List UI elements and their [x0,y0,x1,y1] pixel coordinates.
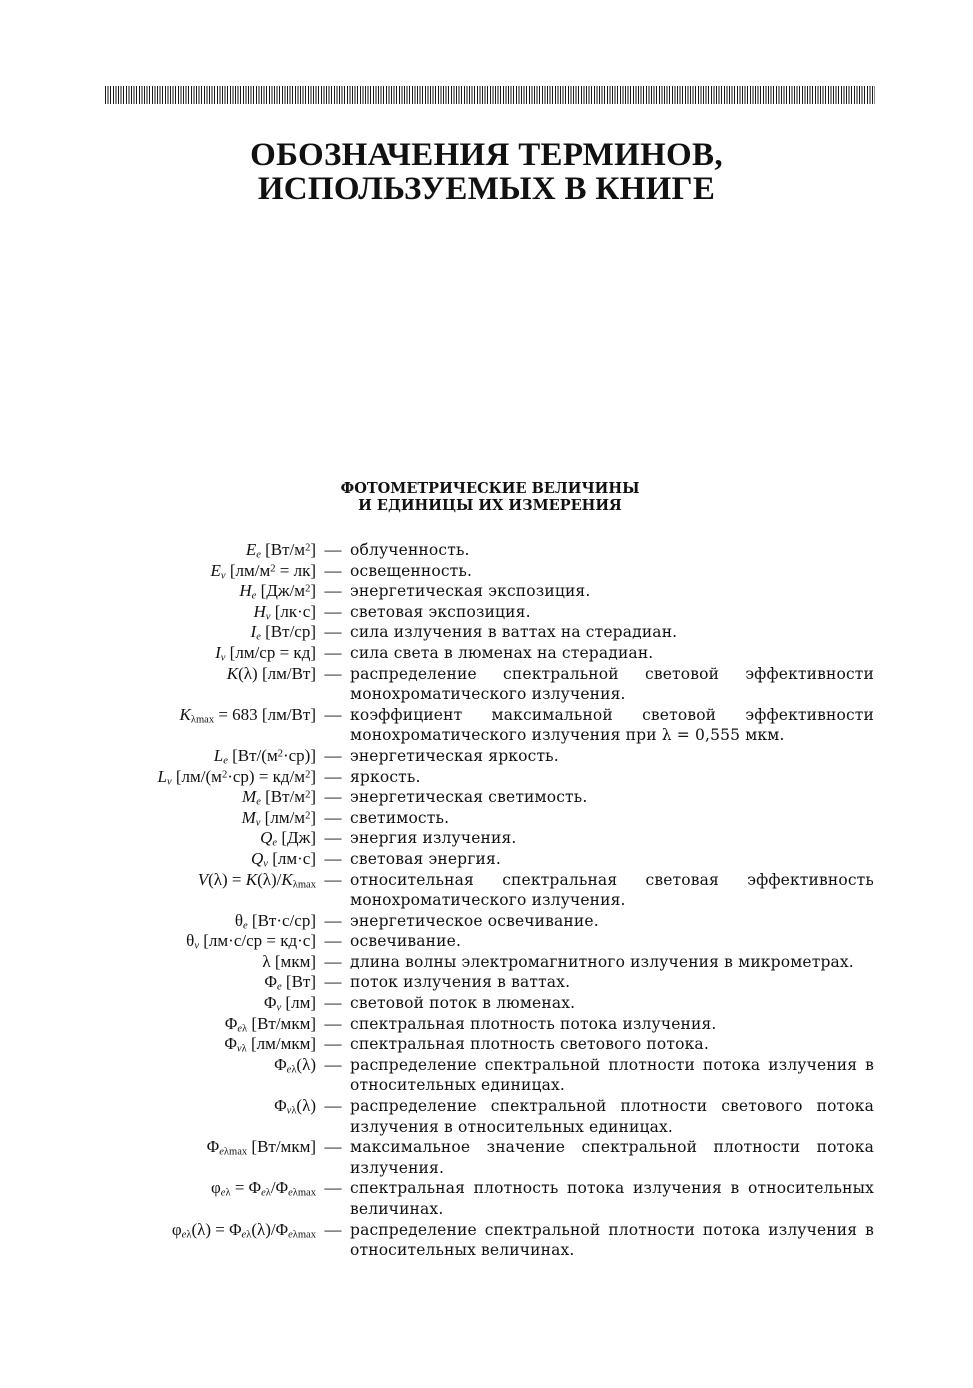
term-symbol: $\Phi_{v\lambda}$ [лм/мкм] [224,1034,316,1055]
term-symbol: $\Phi_{v\lambda}(\lambda)$ [274,1096,316,1117]
glossary-entry [100,808,880,829]
term-symbol: $\Phi_e$ [Вт] [264,972,316,994]
term-symbol: $Q_e$ [Дж] [260,828,316,849]
glossary-entry [100,1014,880,1035]
em-dash: — [324,1219,342,1239]
term-symbol: $\Phi_{e\lambda}(\lambda)$ [274,1054,316,1076]
em-dash: — [324,745,342,765]
em-dash: — [324,663,342,683]
term-description: яркость. [350,767,421,786]
em-dash: — [324,642,342,662]
term-description: коэффициент максимальной световой эффективности монохроматического излучения при λ = 0,555 мкм. [350,705,874,745]
glossary-entry [100,540,880,561]
page-title-line-2: ИСПОЛЬЗУЕМЫХ В КНИГЕ [257,171,716,207]
term-description: энергетическая светимость. [350,788,588,807]
em-dash: — [324,993,342,1013]
term-description: световая энергия. [350,849,501,868]
term-symbol: $E_v$ $[лм/м^2 = лк]$ [210,560,316,582]
glossary-entry [100,1220,880,1261]
em-dash: — [324,581,342,601]
em-dash: — [324,766,342,786]
term-symbol: $I_v$ [лм/ср = кд] [215,642,316,664]
em-dash: — [324,931,342,951]
em-dash: — [324,972,342,992]
glossary-entry [100,1055,880,1096]
term-description: энергетическая экспозиция. [350,582,591,601]
term-description: спектральная плотность потока излучения в относительных величинах. [350,1179,874,1218]
term-symbol: K(λ) [лм/Вт] [226,663,316,683]
term-symbol: $L_e$ $[Вт/(м^2\cdot ср)]$ [213,745,316,767]
glossary-entry [100,972,880,993]
glossary-entry [100,746,880,767]
section-heading [0,480,973,514]
term-symbol: $M_v$ $[лм/м^2]$ [241,807,316,829]
em-dash: — [324,828,342,848]
term-description: относительная спектральная световая эффективность монохроматического излучения. [350,870,874,910]
em-dash: — [324,704,342,724]
glossary-entry [100,1178,880,1219]
glossary-entry [100,952,880,973]
glossary-entry [100,561,880,582]
term-description: световая экспозиция. [350,602,531,621]
em-dash: — [324,1054,342,1074]
term-symbol: $K_{\lambda max} = 683$ [лм/Вт] [179,704,316,726]
term-description: сила излучения в ваттах на стерадиан. [350,623,678,642]
em-dash: — [324,848,342,868]
term-description: распределение спектральной световой эффективности монохроматического излучения. [350,664,874,704]
em-dash: — [324,910,342,930]
section-heading-line-2: И ЕДИНИЦЫ ИХ ИЗМЕРЕНИЯ [358,497,622,514]
glossary-entry [100,643,880,664]
em-dash: — [324,1013,342,1033]
em-dash: — [324,1137,342,1157]
em-dash: — [324,787,342,807]
glossary-entry [100,911,880,932]
term-symbol: $\theta_v$ [лм·с/ср = кд·с] [186,931,316,952]
page-title [0,138,973,206]
glossary-entry [100,767,880,788]
term-description: спектральная плотность потока излучения. [350,1014,717,1033]
term-description: светимость. [350,808,450,827]
em-dash: — [324,807,342,827]
em-dash: — [324,601,342,621]
em-dash: — [324,1178,342,1198]
em-dash: — [324,951,342,971]
term-description: энергетическая яркость. [350,746,559,765]
glossary-entry [100,849,880,870]
term-description: распределение спектральной плотности потока излучения в относительных единицах. [350,1055,874,1095]
glossary-entry [100,1034,880,1055]
term-description: световой поток в люменах. [350,994,576,1013]
term-symbol: $H_e$ $[Дж/м^2]$ [239,581,316,602]
glossary-entry [100,993,880,1014]
glossary-entry [100,1096,880,1137]
em-dash: — [324,622,342,642]
term-symbol: $\varphi_{e\lambda} = \Phi_{e\lambda}/\Phi_{e\lambda max}$ [210,1178,316,1200]
term-symbol: $E_e$ $[Вт/м^2]$ [245,540,316,561]
term-symbol: $V(\lambda) = K(\lambda)/K_{\lambda max}$ [197,869,316,891]
term-description: энергия излучения. [350,829,517,848]
decorative-barcode-rule [105,86,875,104]
glossary-entry [100,828,880,849]
term-description: максимальное значение спектральной плотности потока излучения. [350,1138,874,1177]
term-symbol: $H_v$ [лк·с] [253,601,316,623]
term-symbol: $\Phi_{e\lambda}$ [Вт/мкм] [224,1013,316,1035]
em-dash: — [324,1096,342,1116]
term-description: сила света в люменах на стерадиан. [350,643,654,662]
glossary-entry [100,705,880,746]
term-symbol: $M_e$ $[Вт/м^2]$ [242,787,316,808]
glossary-entry [100,787,880,808]
term-description: поток излучения в ваттах. [350,973,571,992]
glossary-entry [100,622,880,643]
em-dash: — [324,540,342,559]
glossary-entry [100,602,880,623]
glossary-entry [100,870,880,911]
term-symbol: $\Phi_{e\lambda max}$ [Вт/мкм] [206,1137,316,1158]
term-symbol: $\varphi_{e\lambda}(\lambda) = \Phi_{e\lambda}(\lambda)/\Phi_{e\lambda max}$ [171,1219,316,1241]
term-description: длина волны электромагнитного излучения в микрометрах. [350,952,854,971]
em-dash: — [324,869,342,889]
term-symbol: $I_e$ [Вт/ср] [250,622,316,643]
em-dash: — [324,1034,342,1054]
page-title-line-1: ОБОЗНАЧЕНИЯ ТЕРМИНОВ, [250,137,723,173]
em-dash: — [324,560,342,580]
glossary-entry [100,931,880,952]
glossary-list [100,540,880,1261]
term-description: распределение спектральной плотности потока излучения в относительных величинах. [350,1220,874,1260]
term-symbol: λ [мкм] [262,951,316,971]
term-symbol: $\theta_e$ [Вт·с/ср] [234,910,316,932]
term-symbol: $L_v$ $[лм/(м^2\cdot ср) = кд/м^2]$ [157,766,316,788]
term-description: облученность. [350,541,470,559]
section-heading-line-1: ФОТОМЕТРИЧЕСКИЕ ВЕЛИЧИНЫ [340,480,640,497]
term-description: освещенность. [350,561,473,580]
term-description: энергетическое освечивание. [350,911,599,930]
term-symbol: $\Phi_v$ [лм] [264,993,316,1014]
glossary-entry [100,664,880,705]
term-description: спектральная плотность светового потока. [350,1035,709,1054]
glossary-entry [100,581,880,602]
term-description: освечивание. [350,932,462,951]
glossary-entry [100,1137,880,1178]
term-symbol: $Q_v$ [лм·с] [251,848,316,870]
term-description: распределение спектральной плотности светового потока излучения в относительных единицах. [350,1097,874,1136]
